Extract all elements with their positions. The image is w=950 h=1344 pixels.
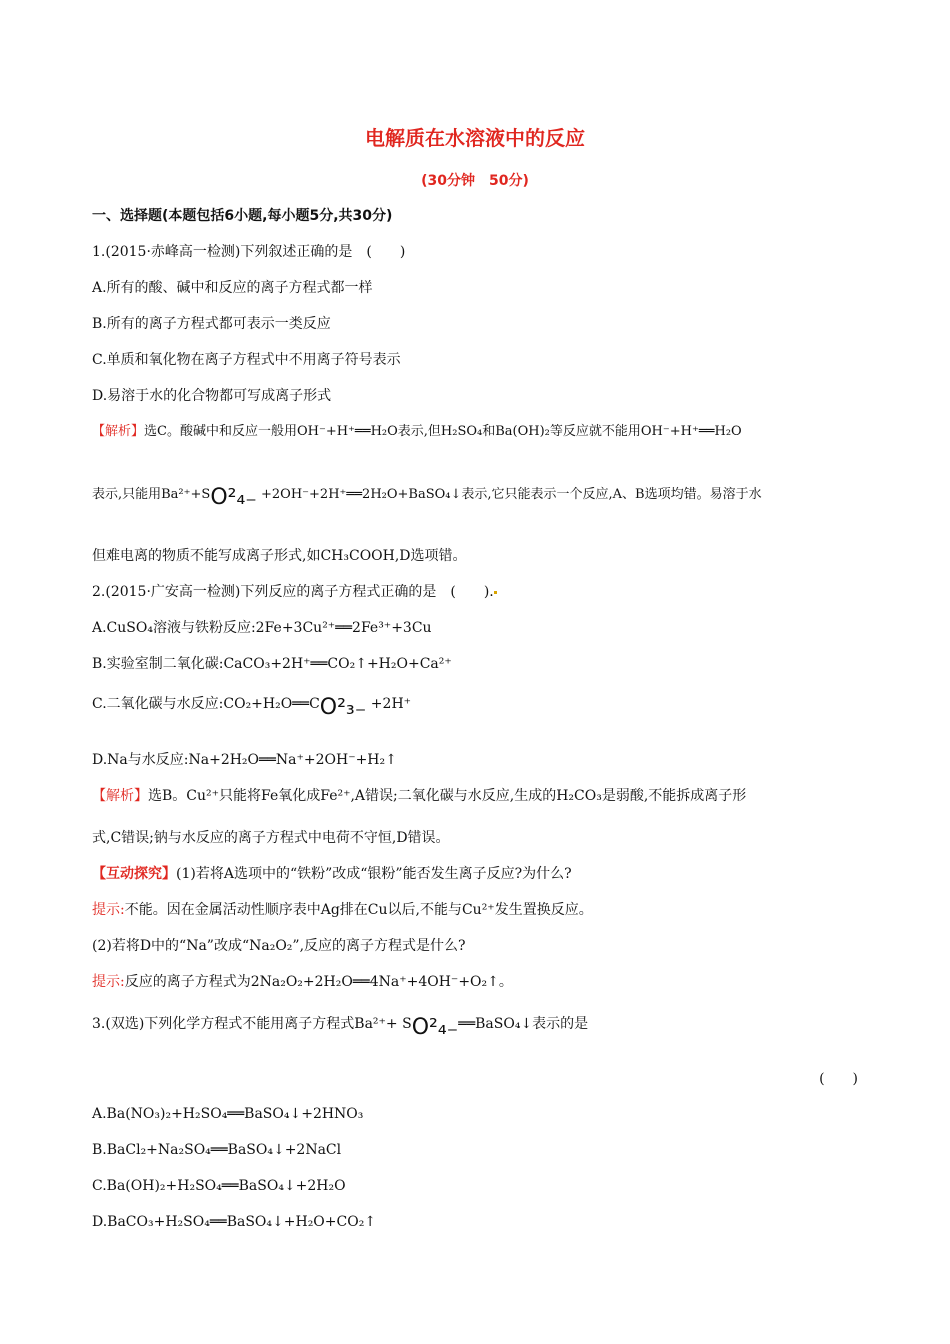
hint-tag: 提示: (92, 974, 125, 990)
analysis-tag: 【解析】 (92, 788, 148, 804)
page-title: 电解质在水溶液中的反应 (365, 126, 585, 150)
q2-analysis-line2: 式,C错误;钠与水反应的离子方程式中电荷不守恒,D错误。 (92, 830, 450, 846)
q3-stem: 3.(双选)下列化学方程式不能用离子方程式Ba²⁺+ SO²₄₋══BaSO₄↓表示的是 (92, 1015, 589, 1040)
page-subtitle: (30分钟 50分) (421, 173, 529, 189)
section-header: 一、选择题(本题包括6小题,每小题5分,共30分) (92, 208, 393, 224)
q1-analysis-line2: 表示,只能用Ba²⁺+SO²₄₋ +2OH⁻+2H⁺══2H₂O+BaSO₄↓表示,它只能表示一个反应,A、B选项均错。易溶于水 (92, 485, 762, 510)
q1-analysis-line3: 但难电离的物质不能写成离子形式,如CH₃COOH,D选项错。 (92, 548, 467, 564)
sulfate-formula: O²₄₋ (210, 485, 257, 510)
q2-stem: 2.(2015·广安高一检测)下列反应的离子方程式正确的是 ( ). (92, 582, 497, 602)
q2-option-c: C.二氧化碳与水反应:CO₂+H₂O══CO²₃₋ +2H⁺ (92, 695, 412, 720)
analysis-tag: 【解析】 (92, 424, 145, 439)
q1-analysis (92, 422, 742, 442)
q1-stem: 1.(2015·赤峰高一检测)下列叙述正确的是 ( ) (92, 244, 406, 260)
explore-tag: 【互动探究】 (92, 866, 176, 882)
q1-option-d: D.易溶于水的化合物都可写成离子形式 (92, 388, 332, 404)
q2-option-a: A.CuSO₄溶液与铁粉反应:2Fe+3Cu²⁺══2Fe³⁺+3Cu (92, 620, 432, 636)
q2-explore-1: 【互动探究】(1)若将A选项中的“铁粉”改成“银粉”能否发生离子反应?为什么? (92, 866, 572, 882)
q3-option-b: B.BaCl₂+Na₂SO₄══BaSO₄↓+2NaCl (92, 1142, 342, 1158)
q1-analysis-text: 选C。酸碱中和反应一般用OH⁻+H⁺══H₂O表示,但H₂SO₄和Ba(OH)₂等反应就不能用OH⁻+H⁺══H₂O (144, 424, 742, 439)
q2-hint-1: 提示:不能。因在金属活动性顺序表中Ag排在Cu以后,不能与Cu²⁺发生置换反应。 (92, 902, 593, 918)
hint-tag: 提示: (92, 902, 125, 918)
q2-option-b: B.实验室制二氧化碳:CaCO₃+2H⁺══CO₂↑+H₂O+Ca²⁺ (92, 656, 452, 672)
q2-hint-2: 提示:反应的离子方程式为2Na₂O₂+2H₂O══4Na⁺+4OH⁻+O₂↑。 (92, 974, 513, 990)
q3-option-c: C.Ba(OH)₂+H₂SO₄══BaSO₄↓+2H₂O (92, 1178, 346, 1194)
q1-option-a: A.所有的酸、碱中和反应的离子方程式都一样 (92, 280, 373, 296)
q3-answer-bracket: ( ) (819, 1071, 858, 1087)
q2-explore-2: (2)若将D中的“Na”改成“Na₂O₂”,反应的离子方程式是什么? (92, 938, 466, 954)
q2-option-d: D.Na与水反应:Na+2H₂O══Na⁺+2OH⁻+H₂↑ (92, 752, 397, 768)
q3-option-d: D.BaCO₃+H₂SO₄══BaSO₄↓+H₂O+CO₂↑ (92, 1214, 377, 1230)
marker-dot (494, 591, 497, 594)
q1-option-b: B.所有的离子方程式都可表示一类反应 (92, 316, 331, 332)
q1-option-c: C.单质和氧化物在离子方程式中不用离子符号表示 (92, 352, 401, 368)
carbonate-formula: O²₃₋ (319, 695, 367, 720)
sulfate-formula: O²₄₋ (411, 1015, 459, 1040)
q2-analysis: 【解析】选B。Cu²⁺只能将Fe氧化成Fe²⁺,A错误;二氧化碳与水反应,生成的H₂CO₃是弱酸,不能拆成离子形 (92, 788, 747, 804)
q3-option-a: A.Ba(NO₃)₂+H₂SO₄══BaSO₄↓+2HNO₃ (92, 1106, 364, 1122)
